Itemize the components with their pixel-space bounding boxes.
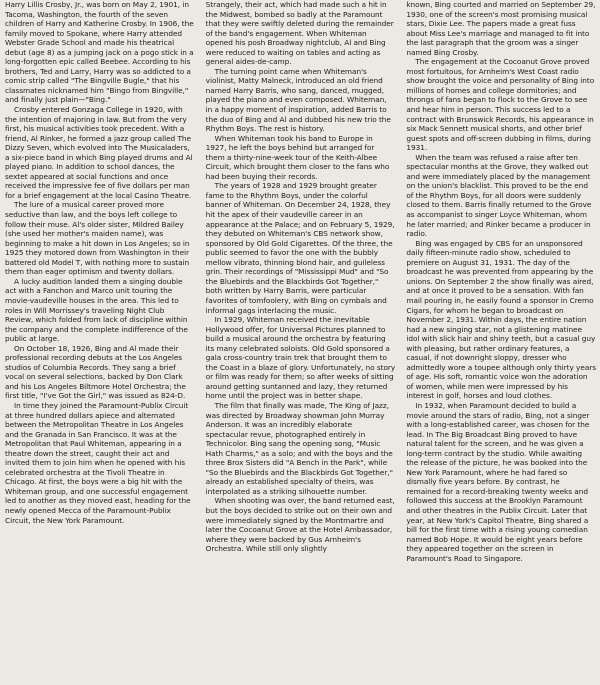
- paragraph: When the team was refused a raise after ten spectacular months at the Grove, they walked out and were immediately placed by the management on the union's blacklist. This proved to be the end of the Rhythm Boys, for all doors were suddenly closed to them. Barris finally returned to the Grove as accompanist to singer Loyce Whiteman, whom he later married; and Rinker became a producer in radio.: [406, 152, 592, 239]
- paragraph: Crosby entered Gonzaga College in 1920, with the intention of majoring in law. But from the very first, his musical activities took precedent. With a friend, Al Rinker, he formed a jazz group called The Dizzy Seven, which evolved into The Musicaladers, a six-piece band in which Bing played drums and Al played piano. In addition to school dances, the sextet appeared at social functions and once received the impressive fee of five dollars per man for a brief engagement at the local Casino Theatre.: [5, 105, 193, 200]
- text-column-2: [206, 0, 396, 685]
- paragraph: The turning point came when Whiteman's violinist, Matty Malneck, introduced an old friend named Harry Barris, who sang, danced, mugged, played the piano and even composed. Whiteman, in a happy moment of inspiration, added Barris to the duo of Bing and Al and dubbed his new trio the Rhythm Boys. The rest is history.: [205, 66, 391, 134]
- paragraph: In 1932, when Paramount decided to build a movie around the stars of radio, Bing, not a singer with a long-established career, was chosen for the lead. In The Big Broadcast Bing proved to have natural talent for the screen, and he was given a long-term contract by the studio. While awaiting the release of the picture, he was booked into the New York Paramount, where he had fared so dismally five years before. By contrast, he remained for a record-breaking twenty weeks and followed this success at the Brooklyn Paramount and other theatres in the Publix Circuit. Later that year, at New York's Capitol Theatre, Bing shared a bill for the first time with a rising young comedian named Bob Hope. It would be eight years before they appeared together on the screen in Paramount's Road to Singapore.: [406, 400, 590, 563]
- paragraph: Bing was engaged by CBS for an unsponsored daily fifteen-minute radio show, scheduled to premiere on August 31, 1931. The day of the broadcast he was prevented from appearing by the unions. On September 2 the show finally was aired, and at once it proved to be a sensation. With fan mail pouring in, he easily found a sponsor in Cremo Cigars, for whom he began to broadcast on November 2, 1931. Within days, the entire nation had a new singing star, not a glistening matinee idol with slick hair and shiny teeth, but a casual guy with pleasing, but rather ordinary features, a casual, if not downright sloppy, dresser who admittedly wore a toupee although only thirty years of age. His soft, romantic voice won the adoration of women, while men were impressed by his interest in golf, horses and loud clothes.: [406, 238, 597, 401]
- paragraph: A lucky audition landed them a singing double act with a Fanchon and Marco unit touring the movie-vaudeville houses in the area. This led to roles in Will Morrissey's traveling Night Club Review, which folded from lack of discipline within the company and the complete indifference of the public at large.: [5, 276, 188, 344]
- paragraph: The film that finally was made, The King of Jazz, was directed by Broadway showman John Murray Anderson. It was an incredibly elaborate spectacular revue, photographed entirely in Technicolor. Bing sang the opening song, "Music Hath Charms," as a solo; and with the boys and the three Brox Sisters did "A Bench in the Park", while "So the Bluebirds and the Blackbirds Got Together," already an established specialty of theirs, was interpolated as a striking silhouette number.: [205, 400, 393, 496]
- paragraph: Harry Lillis Crosby, Jr., was born on May 2, 1901, in Tacoma, Washington, the fourth of the seven children of Harry and Katherine Crosby. In 1906, the family moved to Spokane, where Harry attended Webster Grade School and made his theatrical debut (age 8) as a jumping jack on a pogo stick in a long-forgotten epic called Beebee. According to his brothers, Ted and Larry, Harry was so addicted to a comic strip called "The Bingville Bugle," that his classmates nicknamed him "Bingo from Bingville," and finally just plain—"Bing.": [5, 0, 194, 105]
- text-column-1: [5, 0, 195, 685]
- paragraph: In 1929, Whiteman received the inevitable Hollywood offer, for Universal Pictures planned to build a musical around the orchestra by featuring its many celebrated soloists. Old Gold sponsored a gala cross-country train trek that brought them to the Coast in a blaze of glory. Unfortunately, no story or film was ready for them; so after weeks of sitting around getting suntanned and lazy, they returned home until the project was in better shape.: [205, 315, 396, 401]
- paragraph: The lure of a musical career proved more seductive than law, and the boys left college to follow their muse. Al's older sister, Mildred Bailey (she used her mother's maiden name), was beginning to make a hit down in Los Angeles; so in 1925 they motored down from Washington in their battered old Model T, with nothing more to sustain them than eager optimism and twenty dollars.: [5, 200, 190, 277]
- paragraph: When Whiteman took his band to Europe in 1927, he left the boys behind but arranged for them a thirty-nine-week tour of the Keith-Albee Circuit, which brought them closer to the fans who had been buying their records.: [205, 133, 390, 181]
- paragraph: On October 18, 1926, Bing and Al made their professional recording debuts at the Los Angeles studios of Columbia Records. They sang a brief vocal on several selections, backed by Don Clark and his Los Angeles Biltmore Hotel Orchestra; the first title, "I've Got the Girl," was issued as 824-D.: [5, 343, 186, 401]
- paragraph: The years of 1928 and 1929 brought greater fame to the Rhythm Boys, under the colorful banner of Whiteman. On December 24, 1928, they hit the apex of their vaudeville career in an appearance at the Palace; and on February 5, 1929, they debuted on Whiteman's CBS network show, sponsored by Old Gold Cigarettes. Of the three, the public seemed to favor the one with the bubbly mellow vibrato, thinning blond hair, and guileless grin. Their recordings of "Mississippi Mud" and "So the Bluebirds and the Blackbirds Got Together," both written by Harry Barris, were particular favorites of tomfoolery, with Bing on cymbals and informal gags interlacing the music.: [205, 181, 395, 315]
- paragraph: known, Bing courted and married on September 29, 1930, one of the screen's most promising musical stars, Dixie Lee. The papers made a great fuss about Miss Lee's marriage and managed to fit into the last paragraph that the groom was a singer named Bing Crosby.: [406, 0, 596, 57]
- text-column-3: [406, 0, 596, 685]
- paragraph: When shooting was over, the band returned east, but the boys decided to strike out on their own and were immediately signed by the Montmartre and later the Cocoanut Grove at the Hotel Ambassador, where they were backed by Gus Arnheim's Orchestra. While still only slightly: [205, 496, 395, 554]
- paragraph: Strangely, their act, which had made such a hit in the Midwest, bombed so badly at the Paramount that they were swiftly deleted during the remainder of the band's engagement. When Whiteman opened his posh Broadway nightclub, Al and Bing were reduced to waiting on tables and acting as general aides-de-camp.: [205, 0, 394, 67]
- paragraph: The engagement at the Cocoanut Grove proved most fortuitous, for Arnheim's West Coast radio show brought the voice and personality of Bing into millions of homes and college dormitories; and throngs of fans began to flock to the Grove to see and hear him in person. This success led to a contract with Brunswick Records, his appearance in six Mack Sennett musical shorts, and other brief guest spots and off-screen dubbing in films, during 1931.: [406, 57, 595, 153]
- paragraph: In time they joined the Paramount-Publix Circuit at three hundred dollars apiece and alternated between the Metropolitan Theatre in Los Angeles and the Granada in San Francisco. It was at the Metropolitan that Paul Whiteman, appearing in a theatre down the street, caught their act and invited them to join him when he opened with his celebrated orchestra at the Tivoli Theatre in Chicago. At first, the boys were a big hit with the Whiteman group, and one successful engagement led to another as they moved east, heading for the newly opened Mecca of the Paramount-Publix Circuit, the New York Paramount.: [5, 400, 191, 525]
